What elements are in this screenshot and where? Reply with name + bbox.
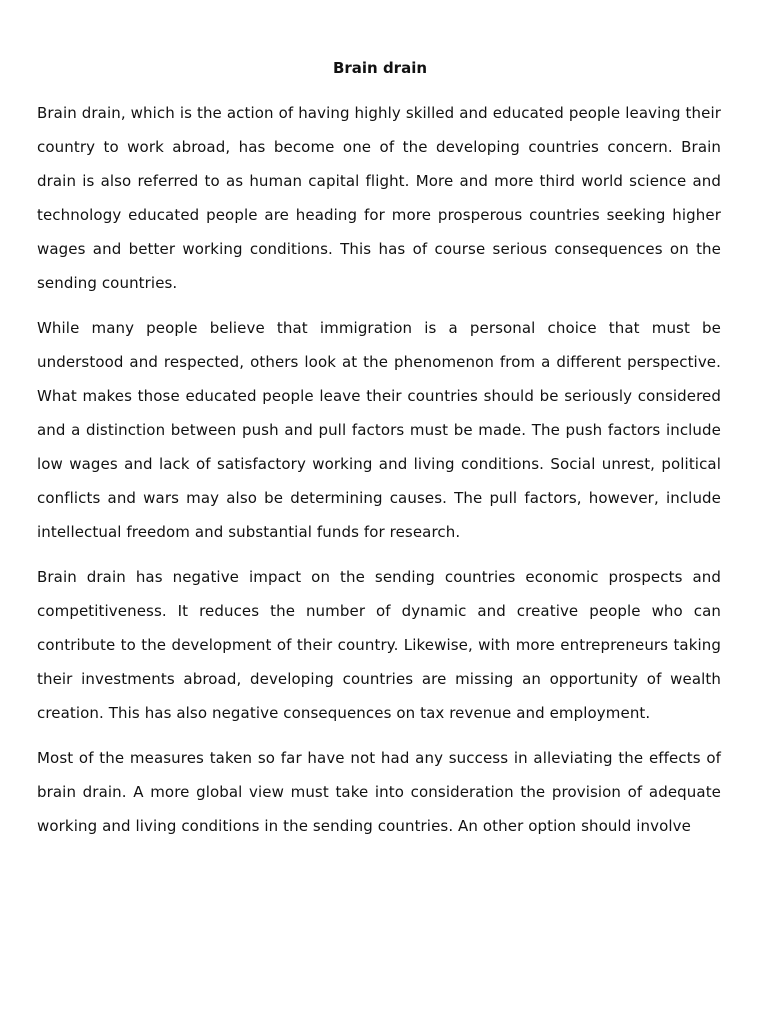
- paragraph-1: Brain drain, which is the action of having highly skilled and educated people leaving their country to work abroad, has become one of the developing countries concern. Brain drain is also referred to as human capital flight. More and more third world science and technology educated people are heading for more prosperous countries seeking higher wages and better working conditions. This has of course serious consequences on the sending countries.: [37, 104, 721, 292]
- paragraph-4: Most of the measures taken so far have not had any success in alleviating the effects of brain drain. A more global view must take into consideration the provision of adequate working and living conditions in the sending countries. An other option should involve: [37, 749, 721, 835]
- paragraph-3: Brain drain has negative impact on the sending countries economic prospects and competitiveness. It reduces the number of dynamic and creative people who can contribute to the development of their country. Likewise, with more entrepreneurs taking their investments abroad, developing countries are missing an opportunity of wealth creation. This has also negative consequences on tax revenue and employment.: [37, 568, 721, 722]
- document-title: Brain drain: [332, 59, 428, 77]
- document-body: [37, 96, 721, 854]
- paragraph-2: While many people believe that immigration is a personal choice that must be understood and respected, others look at the phenomenon from a different perspective. What makes those educated people leave their countries should be seriously considered and a distinction between push and pull factors must be made. The push factors include low wages and lack of satisfactory working and living conditions. Social unrest, political conflicts and wars may also be determining causes. The pull factors, however, include intellectual freedom and substantial funds for research.: [37, 319, 721, 541]
